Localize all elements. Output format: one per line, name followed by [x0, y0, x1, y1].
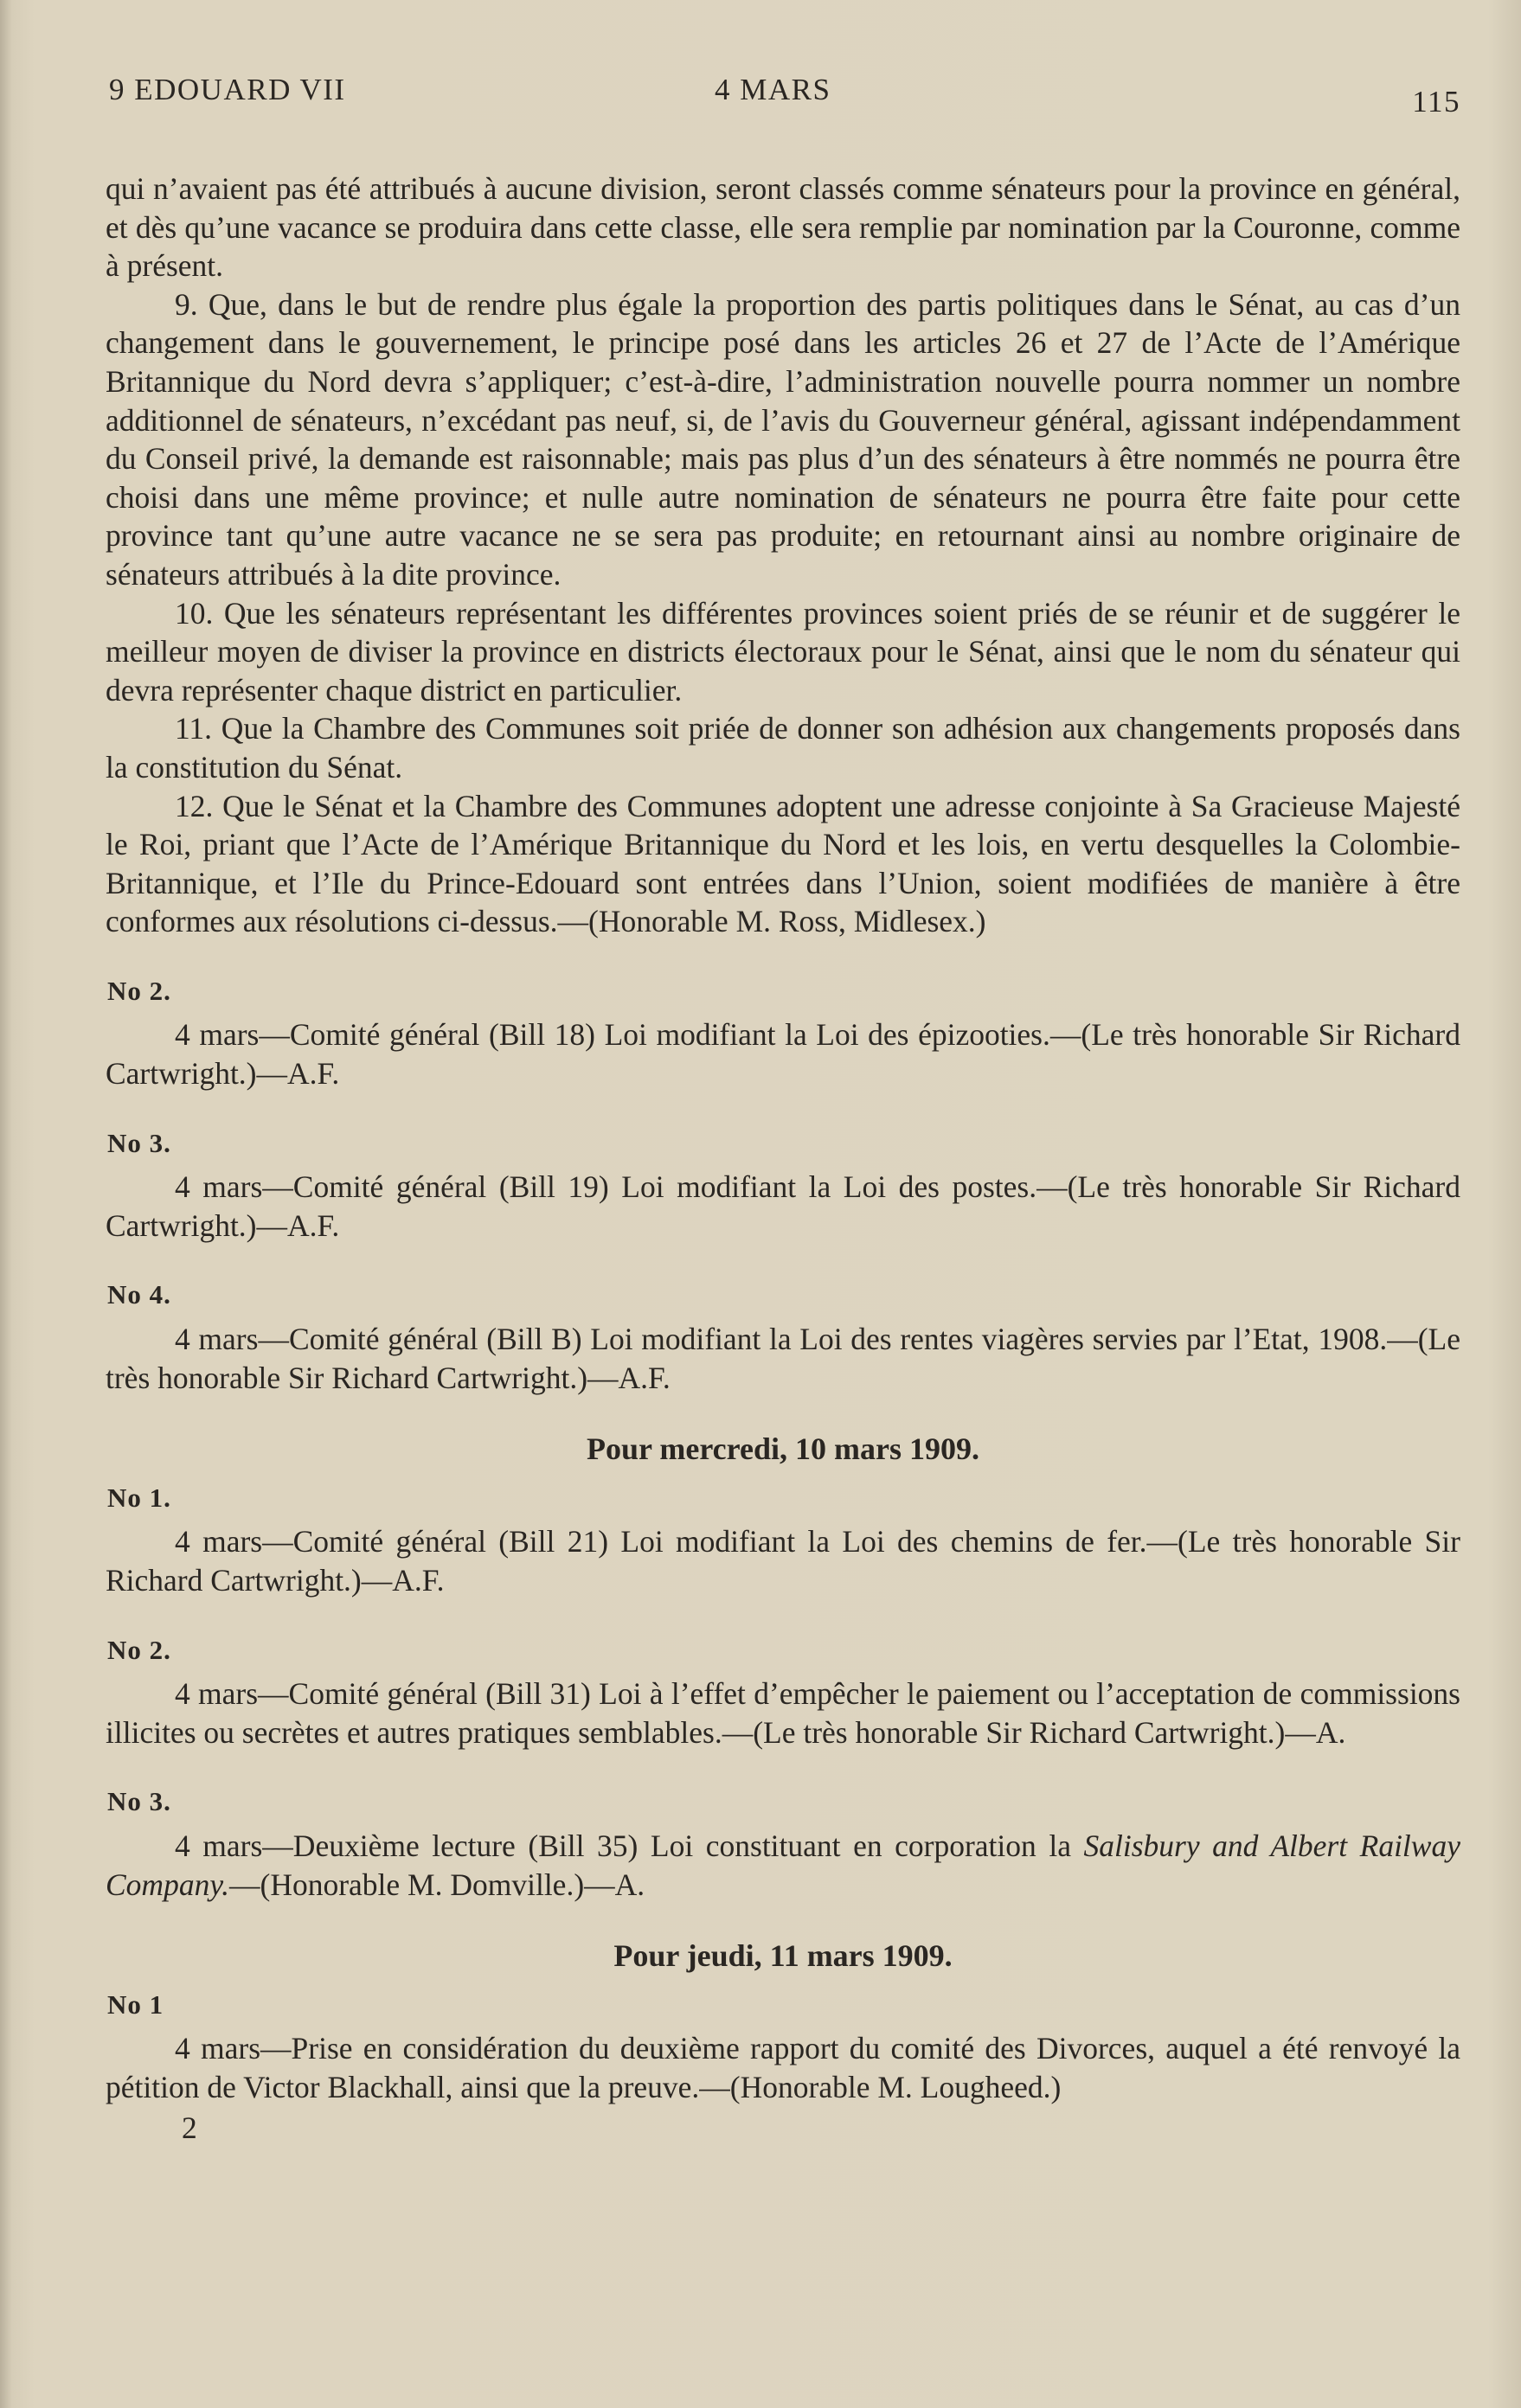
- order-text: 4 mars—Comité général (Bill 31) Loi à l’effet d’empêcher le paiement ou l’acceptation de commissions illicites ou secrètes et autres pratiques semblables.—(Le très honorable Sir Richard Cartwright.)—A.: [106, 1676, 1460, 1750]
- company-name: Salisbury and Albert Railway Company.: [106, 1828, 1460, 1902]
- order-text: 4 mars—Prise en considération du deuxième rapport du comité des Divorces, auquel a été renvoyé la pétition de Victor Blackhall, ainsi que la preuve.—(Honorable M. Lougheed.): [106, 2031, 1460, 2104]
- resolution-9: 9. Que, dans le but de rendre plus égale la proportion des partis politiques dans le Sénat, au cas d’un changement dans le gouvernement, le principe posé dans les articles 26 et 27 de l’Acte de l’Amérique Britannique du Nord devra s’appliquer; c’est-à-dire, l’administration nouvelle pourra nommer un nombre additionnel de sénateurs, n’excédant pas neuf, si, de l’avis du Gouverneur général, agissant indépendamment du Conseil privé, la demande est raisonnable; mais pas plus d’un des sénateurs à être nommés ne pourra être choisi dans une même province; et nulle autre nomination de sénateurs ne pourra être faite pour cette province tant qu’une autre vacance ne se sera pas produite; en retournant ainsi au nombre originaire de sénateurs attribués à la dite province.: [106, 286, 1460, 592]
- order-number: No 3.: [107, 1127, 171, 1158]
- running-header: [109, 73, 1460, 125]
- resolution-12: 12. Que le Sénat et la Chambre des Communes adoptent une adresse conjointe à Sa Gracieuse Majesté le Roi, priant que l’Acte de l’Amérique Britannique du Nord et les lois, en vertu desquelles la Colombie-Britannique, et l’Ile du Prince-Edouard sont entrées dans l’Union, soient modifiées de manière à être conformes aux résolutions ci-dessus.—(Honorable M. Ross, Midlesex.): [106, 788, 1460, 939]
- section-heading-thursday: Pour jeudi, 11 mars 1909.: [613, 1938, 953, 1974]
- header-regnal-year: 9 EDOUARD VII: [109, 73, 346, 106]
- order-text: [106, 1827, 1460, 1904]
- order-text: 4 mars—Comité général (Bill 21) Loi modifiant la Loi des chemins de fer.—(Le très honorable Sir Richard Cartwright.)—A.F.: [106, 1524, 1460, 1598]
- order-number: No 2.: [107, 1634, 171, 1665]
- order-text: 4 mars—Comité général (Bill B) Loi modifiant la Loi des rentes viagères servies par l’Etat, 1908.—(Le très honorable Sir Richard Cartwright.)—A.F.: [106, 1322, 1460, 1395]
- paragraph-continuation: qui n’avaient pas été attribués à aucune division, seront classés comme sénateurs pour la province en général, et dès qu’une vacance se produira dans cette classe, elle sera remplie par nomination par la Couronne, comme à présent.: [106, 171, 1460, 284]
- order-text-tail: —(Honorable M. Domville.)—A.: [229, 1867, 645, 1902]
- order-text: 4 mars—Comité général (Bill 19) Loi modifiant la Loi des postes.—(Le très honorable Sir Richard Cartwright.)—A.F.: [106, 1169, 1460, 1243]
- resolution-11: 11. Que la Chambre des Communes soit priée de donner son adhésion aux changements proposés dans la constitution du Sénat.: [106, 711, 1460, 785]
- resolution-10: 10. Que les sénateurs représentant les différentes provinces soient priés de se réunir et de suggérer le meilleur moyen de diviser la province en districts électoraux pour le Sénat, ainsi que le nom du sénateur qui devra représenter chaque district en particulier.: [106, 595, 1460, 708]
- signature-mark: 2: [182, 2110, 197, 2145]
- order-number: No 1: [107, 1989, 164, 2020]
- order-number: No 2.: [107, 975, 171, 1006]
- section-heading-wednesday: Pour mercredi, 10 mars 1909.: [587, 1431, 979, 1467]
- order-number: No 3.: [107, 1786, 171, 1817]
- order-number: No 4.: [107, 1279, 171, 1310]
- order-number: No 1.: [107, 1482, 171, 1513]
- order-text-lead: 4 mars—Deuxième lecture (Bill 35) Loi constituant en corporation la: [175, 1828, 1084, 1863]
- header-date: 4 MARS: [715, 73, 831, 106]
- page-number: 115: [1412, 85, 1460, 118]
- order-text: 4 mars—Comité général (Bill 18) Loi modifiant la Loi des épizooties.—(Le très honorable Sir Richard Cartwright.)—A.F.: [106, 1017, 1460, 1092]
- page-body: [106, 170, 1460, 2147]
